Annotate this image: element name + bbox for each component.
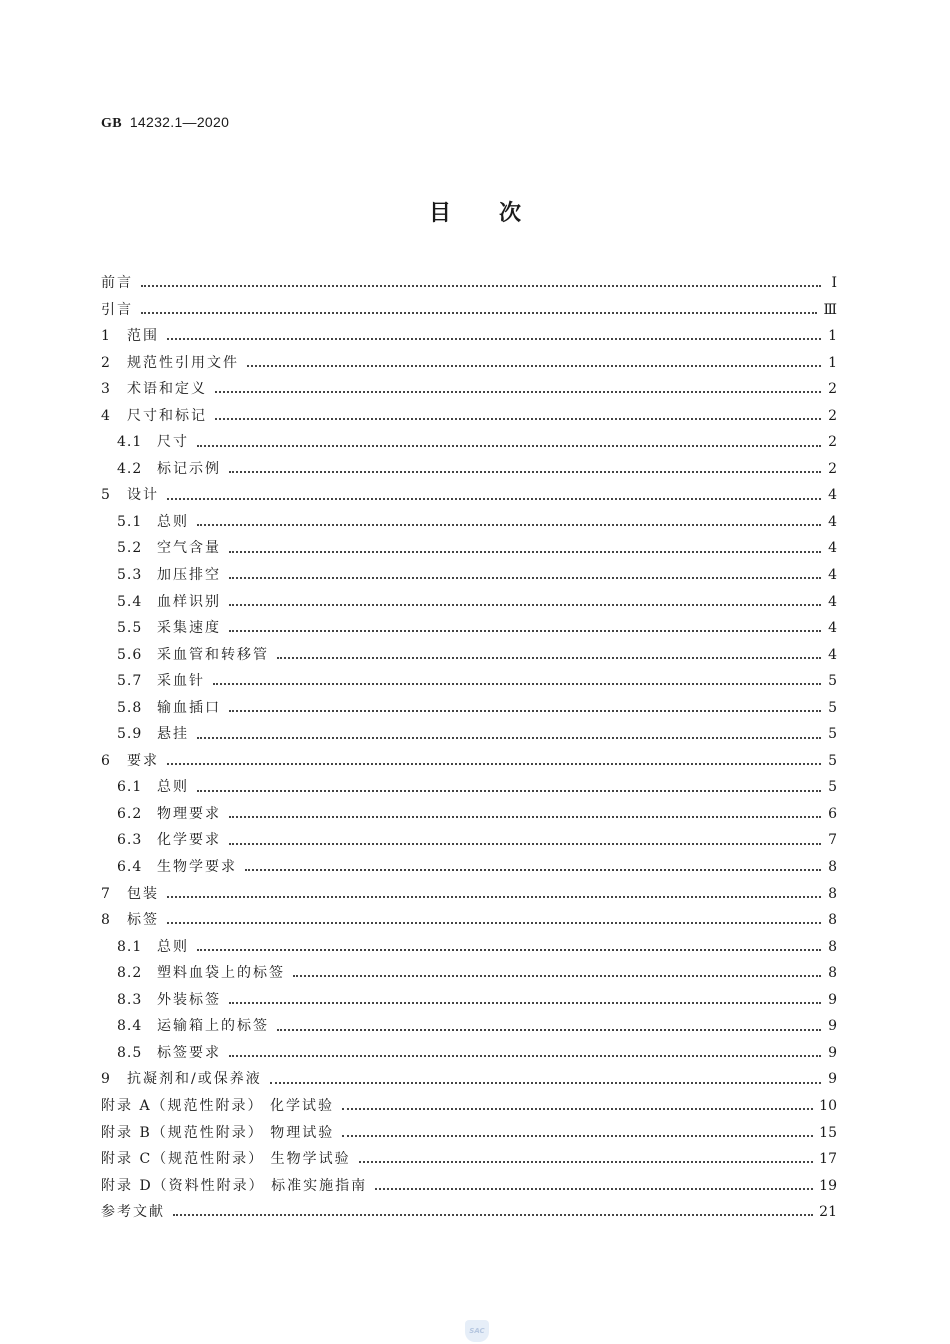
toc-entry-page: 1 bbox=[828, 328, 837, 345]
toc-entry-number: 6 bbox=[101, 752, 111, 769]
toc-dot-leader bbox=[342, 1135, 813, 1137]
toc-entry-number: 1 bbox=[101, 328, 111, 345]
toc-entry[interactable] bbox=[101, 589, 837, 616]
toc-entry[interactable] bbox=[101, 960, 837, 987]
toc-entry[interactable] bbox=[101, 1013, 837, 1040]
toc-entry-title: 采集速度 bbox=[157, 620, 221, 637]
toc-dot-leader bbox=[197, 737, 821, 739]
toc-entry-title: 总则 bbox=[157, 938, 189, 955]
toc-dot-leader bbox=[229, 577, 821, 579]
toc-entry-page: 5 bbox=[828, 752, 837, 769]
toc-entry-page: 2 bbox=[828, 460, 837, 477]
toc-dot-leader bbox=[359, 1161, 814, 1163]
toc-entry[interactable] bbox=[101, 934, 837, 961]
toc-entry-title: 采血管和转移管 bbox=[157, 646, 269, 663]
toc-entry-page: 21 bbox=[819, 1204, 837, 1221]
toc-title: 目次 bbox=[428, 201, 569, 226]
toc-dot-leader bbox=[229, 551, 821, 553]
toc-entry-number: 7 bbox=[101, 885, 111, 902]
toc-entry[interactable] bbox=[101, 1199, 837, 1226]
toc-entry-title: 包装 bbox=[127, 885, 159, 902]
toc-entry-page: 4 bbox=[828, 513, 837, 530]
toc-entry[interactable] bbox=[101, 748, 837, 775]
toc-dot-leader bbox=[342, 1108, 813, 1110]
toc-entry-page: 9 bbox=[828, 1018, 837, 1035]
toc-dot-leader bbox=[277, 1029, 821, 1031]
toc-entry[interactable] bbox=[101, 1120, 837, 1147]
toc-entry-page: 15 bbox=[819, 1124, 837, 1141]
toc-dot-leader bbox=[167, 896, 821, 898]
toc-entry-title: 设计 bbox=[127, 487, 159, 504]
toc-entry-title: 物理要求 bbox=[157, 805, 221, 822]
toc-entry[interactable] bbox=[101, 774, 837, 801]
toc-entry-number: 8.3 bbox=[117, 991, 143, 1008]
toc-dot-leader bbox=[197, 445, 821, 447]
toc-entry-title: 生物学要求 bbox=[157, 859, 237, 876]
toc-entry-title: 血样识别 bbox=[157, 593, 221, 610]
toc-entry-number: 6.1 bbox=[117, 779, 143, 796]
toc-entry-number: 5 bbox=[101, 487, 111, 504]
toc-entry-page: 2 bbox=[828, 407, 837, 424]
toc-dot-leader bbox=[293, 975, 821, 977]
toc-entry[interactable] bbox=[101, 1066, 837, 1093]
toc-dot-leader bbox=[229, 471, 821, 473]
toc-entry-title: 范围 bbox=[127, 328, 159, 345]
toc-entry-title: 要求 bbox=[127, 752, 159, 769]
toc-entry-number: 5.7 bbox=[117, 673, 143, 690]
toc-entry-number: 5.5 bbox=[117, 620, 143, 637]
toc-dot-leader bbox=[229, 630, 821, 632]
toc-dot-leader bbox=[270, 1082, 821, 1084]
toc-dot-leader bbox=[229, 1055, 821, 1057]
standard-number bbox=[101, 114, 229, 132]
toc-entry-title: 运输箱上的标签 bbox=[157, 1018, 269, 1035]
toc-entry-title: 术语和定义 bbox=[127, 381, 207, 398]
toc-entry-page: 9 bbox=[828, 1044, 837, 1061]
toc-entry-page: 8 bbox=[828, 965, 837, 982]
toc-entry-title: 参考文献 bbox=[101, 1204, 165, 1221]
standard-code: 14232.1—2020 bbox=[129, 114, 230, 130]
toc-entry-title: 标签要求 bbox=[157, 1044, 221, 1061]
toc-entry-page: 4 bbox=[828, 487, 837, 504]
toc-dot-leader bbox=[167, 763, 821, 765]
toc-entry-page: 2 bbox=[828, 381, 837, 398]
toc-entry-page: 10 bbox=[819, 1097, 837, 1114]
toc-entry-page: 8 bbox=[828, 938, 837, 955]
toc-entry-page: 4 bbox=[828, 540, 837, 557]
toc-entry-page: 4 bbox=[828, 646, 837, 663]
toc-entry[interactable] bbox=[101, 456, 837, 483]
toc-entry[interactable] bbox=[101, 297, 837, 324]
toc-entry-number: 5.2 bbox=[117, 540, 143, 557]
toc-entry[interactable] bbox=[101, 1040, 837, 1067]
toc-entry[interactable] bbox=[101, 350, 837, 377]
toc-dot-leader bbox=[167, 338, 821, 340]
toc-entry-title: 外装标签 bbox=[157, 991, 221, 1008]
toc-dot-leader bbox=[229, 710, 821, 712]
toc-entry-page: Ⅰ bbox=[831, 275, 837, 291]
toc-dot-leader bbox=[141, 312, 817, 314]
toc-entry-number: 6.2 bbox=[117, 805, 143, 822]
toc-dot-leader bbox=[245, 869, 821, 871]
toc-dot-leader bbox=[141, 285, 821, 287]
toc-entry-title: 规范性引用文件 bbox=[127, 354, 239, 371]
toc-entry-title: 悬挂 bbox=[157, 726, 189, 743]
toc-entry-title: 采血针 bbox=[157, 673, 205, 690]
toc-entry-title: 总则 bbox=[157, 513, 189, 530]
toc-entry-page: 8 bbox=[828, 859, 837, 876]
toc-entry-page: 5 bbox=[828, 726, 837, 743]
toc-entry-number: 5.6 bbox=[117, 646, 143, 663]
toc-entry-page: 2 bbox=[828, 434, 837, 451]
toc-entry-title: 引言 bbox=[101, 301, 133, 318]
toc-dot-leader bbox=[197, 790, 821, 792]
toc-entry-number: 4.2 bbox=[117, 460, 143, 477]
toc-entry[interactable] bbox=[101, 1173, 837, 1200]
toc-entry[interactable] bbox=[101, 376, 837, 403]
toc-dot-leader bbox=[173, 1214, 813, 1216]
toc-entry-number: 4 bbox=[101, 407, 111, 424]
toc-entry-page: 9 bbox=[828, 1071, 837, 1088]
toc-entry-title: 尺寸和标记 bbox=[127, 407, 207, 424]
toc-entry[interactable] bbox=[101, 907, 837, 934]
toc-dot-leader bbox=[229, 1002, 821, 1004]
toc-entry-page: Ⅲ bbox=[823, 301, 837, 318]
standard-prefix: GB bbox=[101, 116, 122, 131]
toc-entry-page: 1 bbox=[828, 354, 837, 371]
toc-entry-page: 8 bbox=[828, 912, 837, 929]
toc-dot-leader bbox=[197, 949, 821, 951]
toc-entry-number: 5.4 bbox=[117, 593, 143, 610]
toc-entry[interactable] bbox=[101, 854, 837, 881]
toc-entry-title: 前言 bbox=[101, 275, 133, 291]
toc-entry-title: 总则 bbox=[157, 779, 189, 796]
toc-entry[interactable] bbox=[101, 668, 837, 695]
toc-entry-title: 附录 D（资料性附录） 标准实施指南 bbox=[101, 1177, 368, 1194]
toc-entry-page: 5 bbox=[828, 699, 837, 716]
sac-logo-icon: SAC bbox=[465, 1320, 489, 1342]
toc-entry-page: 19 bbox=[819, 1177, 837, 1194]
toc-entry-number: 6.3 bbox=[117, 832, 143, 849]
toc-entry-page: 8 bbox=[828, 885, 837, 902]
toc-entry-title: 附录 C（规范性附录） 生物学试验 bbox=[101, 1151, 351, 1168]
toc-entry-title: 附录 B（规范性附录） 物理试验 bbox=[101, 1124, 335, 1141]
toc-entry-title: 尺寸 bbox=[157, 434, 189, 451]
toc-entry-title: 输血插口 bbox=[157, 699, 221, 716]
toc-entry[interactable] bbox=[101, 1093, 837, 1120]
toc-entry-number: 8.2 bbox=[117, 965, 143, 982]
toc-entry-number: 3 bbox=[101, 381, 111, 398]
toc-entry-number: 5.3 bbox=[117, 567, 143, 584]
toc-entry-number: 4.1 bbox=[117, 434, 143, 451]
toc-entry-page: 5 bbox=[828, 779, 837, 796]
toc-dot-leader bbox=[229, 816, 821, 818]
toc-entry-page: 7 bbox=[828, 832, 837, 849]
toc-entry[interactable] bbox=[101, 827, 837, 854]
toc-entry-page: 17 bbox=[819, 1151, 837, 1168]
toc-entry-number: 8.1 bbox=[117, 938, 143, 955]
toc-entry[interactable] bbox=[101, 721, 837, 748]
toc-entry[interactable] bbox=[101, 509, 837, 536]
toc-entry[interactable] bbox=[101, 642, 837, 669]
toc-entry[interactable] bbox=[101, 881, 837, 908]
toc-entry[interactable] bbox=[101, 482, 837, 509]
toc-entry-title: 抗凝剂和/或保养液 bbox=[127, 1071, 262, 1088]
toc-dot-leader bbox=[229, 843, 821, 845]
toc-entry-title: 塑料血袋上的标签 bbox=[157, 965, 285, 982]
toc-entry-page: 5 bbox=[828, 673, 837, 690]
toc-entry-page: 4 bbox=[828, 567, 837, 584]
toc-entry-title: 附录 A（规范性附录） 化学试验 bbox=[101, 1097, 335, 1114]
toc-entry[interactable] bbox=[101, 615, 837, 642]
toc-entry[interactable] bbox=[101, 562, 837, 589]
toc-entry-number: 5.8 bbox=[117, 699, 143, 716]
toc-entry-number: 8.4 bbox=[117, 1018, 143, 1035]
toc-entry-title: 标签 bbox=[127, 912, 159, 929]
toc-entry-number: 6.4 bbox=[117, 859, 143, 876]
toc-entry[interactable] bbox=[101, 403, 837, 430]
toc-entry-number: 8.5 bbox=[117, 1044, 143, 1061]
toc-entry-page: 4 bbox=[828, 620, 837, 637]
toc-entry[interactable] bbox=[101, 695, 837, 722]
toc-entry-title: 空气含量 bbox=[157, 540, 221, 557]
table-of-contents bbox=[101, 270, 837, 1226]
toc-entry[interactable] bbox=[101, 323, 837, 350]
toc-entry-number: 9 bbox=[101, 1071, 111, 1088]
toc-entry-page: 9 bbox=[828, 991, 837, 1008]
toc-dot-leader bbox=[277, 657, 821, 659]
toc-dot-leader bbox=[197, 524, 821, 526]
toc-entry-page: 4 bbox=[828, 593, 837, 610]
toc-dot-leader bbox=[167, 498, 821, 500]
toc-entry-number: 5.9 bbox=[117, 726, 143, 743]
toc-entry-title: 标记示例 bbox=[157, 460, 221, 477]
toc-dot-leader bbox=[375, 1188, 813, 1190]
toc-dot-leader bbox=[215, 418, 821, 420]
toc-entry[interactable] bbox=[101, 987, 837, 1014]
toc-dot-leader bbox=[229, 604, 821, 606]
toc-entry-number: 8 bbox=[101, 912, 111, 929]
toc-entry-number: 2 bbox=[101, 354, 111, 371]
toc-dot-leader bbox=[247, 365, 821, 367]
toc-dot-leader bbox=[213, 683, 821, 685]
toc-entry-title: 化学要求 bbox=[157, 832, 221, 849]
toc-dot-leader bbox=[167, 922, 821, 924]
toc-dot-leader bbox=[215, 391, 821, 393]
toc-entry[interactable] bbox=[101, 429, 837, 456]
toc-entry[interactable] bbox=[101, 801, 837, 828]
toc-entry-title: 加压排空 bbox=[157, 567, 221, 584]
toc-entry[interactable] bbox=[101, 270, 837, 297]
toc-entry[interactable] bbox=[101, 535, 837, 562]
toc-entry-number: 5.1 bbox=[117, 513, 143, 530]
toc-entry[interactable] bbox=[101, 1146, 837, 1173]
toc-entry-page: 6 bbox=[828, 805, 837, 822]
